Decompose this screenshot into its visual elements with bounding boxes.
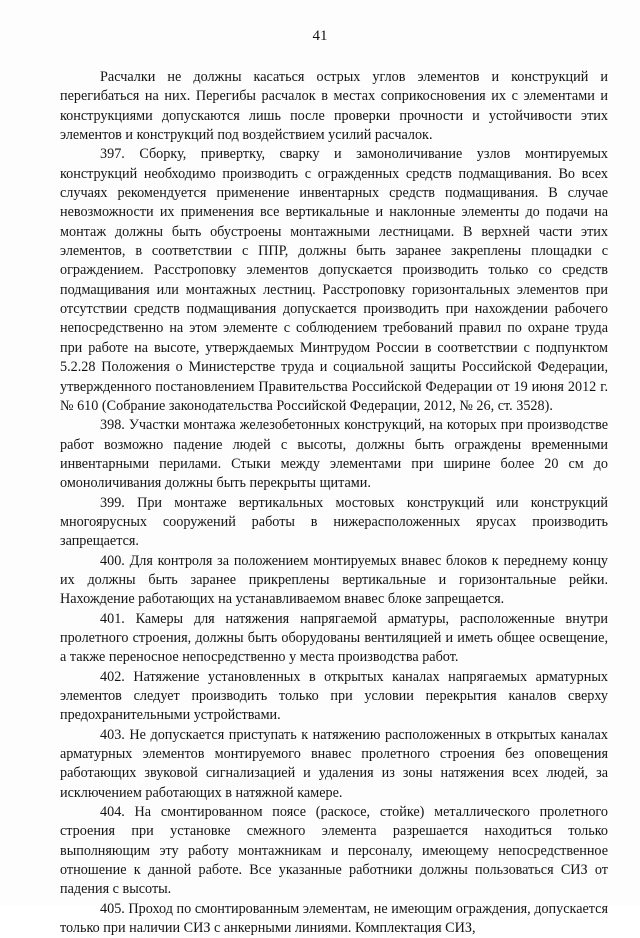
document-body [60, 68, 608, 938]
paragraph-402: 402. Натяжение установленных в открытых каналах напрягаемых арматурных элементов следует производить только при условии перекрытия каналов сверху предохранительными устройствами. [60, 668, 608, 724]
paragraph-400: 400. Для контроля за положением монтируемых внавес блоков к переднему концу их должны быть заранее прикреплены вертикальные и горизонтальные рейки. Нахождение работающих на устанавливаемом внавес блоке запрещается. [60, 552, 608, 608]
paragraph-continuation: Расчалки не должны касаться острых углов элементов и конструкций и перегибаться на них. Перегибы расчалок в местах соприкосновения их с элементами и конструкциями допускаются лишь после проверки прочности и устойчивости этих элементов и конструкций под воздействием усилий расчалок. [60, 69, 608, 144]
paragraph-401: 401. Камеры для натяжения напрягаемой арматуры, расположенные внутри пролетного строения, должны быть оборудованы вентиляцией и иметь общее освещение, а также переносное непосредственно у места производства работ. [60, 610, 608, 666]
paragraph-404: 404. На смонтированном поясе (раскосе, стойке) металлического пролетного строения при установке смежного элемента разрешается находиться только выполняющим эту работу монтажникам и персоналу, имеющему непосредственное отношение к данной работе. Все указанные работники должны пользоваться СИЗ от падения с высоты. [60, 804, 608, 898]
paragraph-399: 399. При монтаже вертикальных мостовых конструкций или конструкций многоярусных сооружений работы в нижерасположенных ярусах производить запрещается. [60, 494, 608, 550]
paragraph-398: 398. Участки монтажа железобетонных конструкций, на которых при производстве работ возможно падение людей с высоты, должны быть ограждены временными инвентарными перилами. Стыки между элементами при ширине более 20 см до омоноличивания должны быть перекрыты щитами. [60, 417, 608, 492]
page-number: 41 [312, 28, 328, 44]
paragraph-405: 405. Проход по смонтированным элементам, не имеющим ограждения, допускается только при наличии СИЗ с анкерными линиями. Комплектация СИЗ, [60, 900, 608, 937]
paragraph-397: 397. Сборку, привертку, сварку и замоноличивание узлов монтируемых конструкций необходимо производить с огражденных средств подмащивания. Во всех случаях рекомендуется применение инвентарных средств подмащивания. В случае невозможности их применения все вертикальные и наклонные элементы до подачи на монтаж должны быть обустроены монтажными лестницами. В верхней части этих элементов, в соответствии с ППР, должны быть заранее закреплены площадки с ограждением. Расстроповку элементов допускается производить только со средств подмащивания или монтажных лестниц. Расстроповку горизонтальных элементов при отсутствии средств подмащивания допускается производить при нахождении рабочего непосредственно на этом элементе с соблюдением требований правил по охране труда при работе на высоте, утверждаемых Минтрудом России в соответствии с подпунктом 5.2.28 Положения о Министерстве труда и социальной защиты Российской Федерации, утвержденного постановлением Правительства Российской Федерации от 19 июня 2012 г. № 610 (Собрание законодательства Российской Федерации, 2012, № 26, ст. 3528). [60, 146, 608, 414]
paragraph-403: 403. Не допускается приступать к натяжению расположенных в открытых каналах арматурных элементов монтируемого внавес пролетного строения без оповещения работающих звуковой сигнализацией и удаления из зоны натяжения всех людей, за исключением работающих в натяжной камере. [60, 726, 608, 801]
